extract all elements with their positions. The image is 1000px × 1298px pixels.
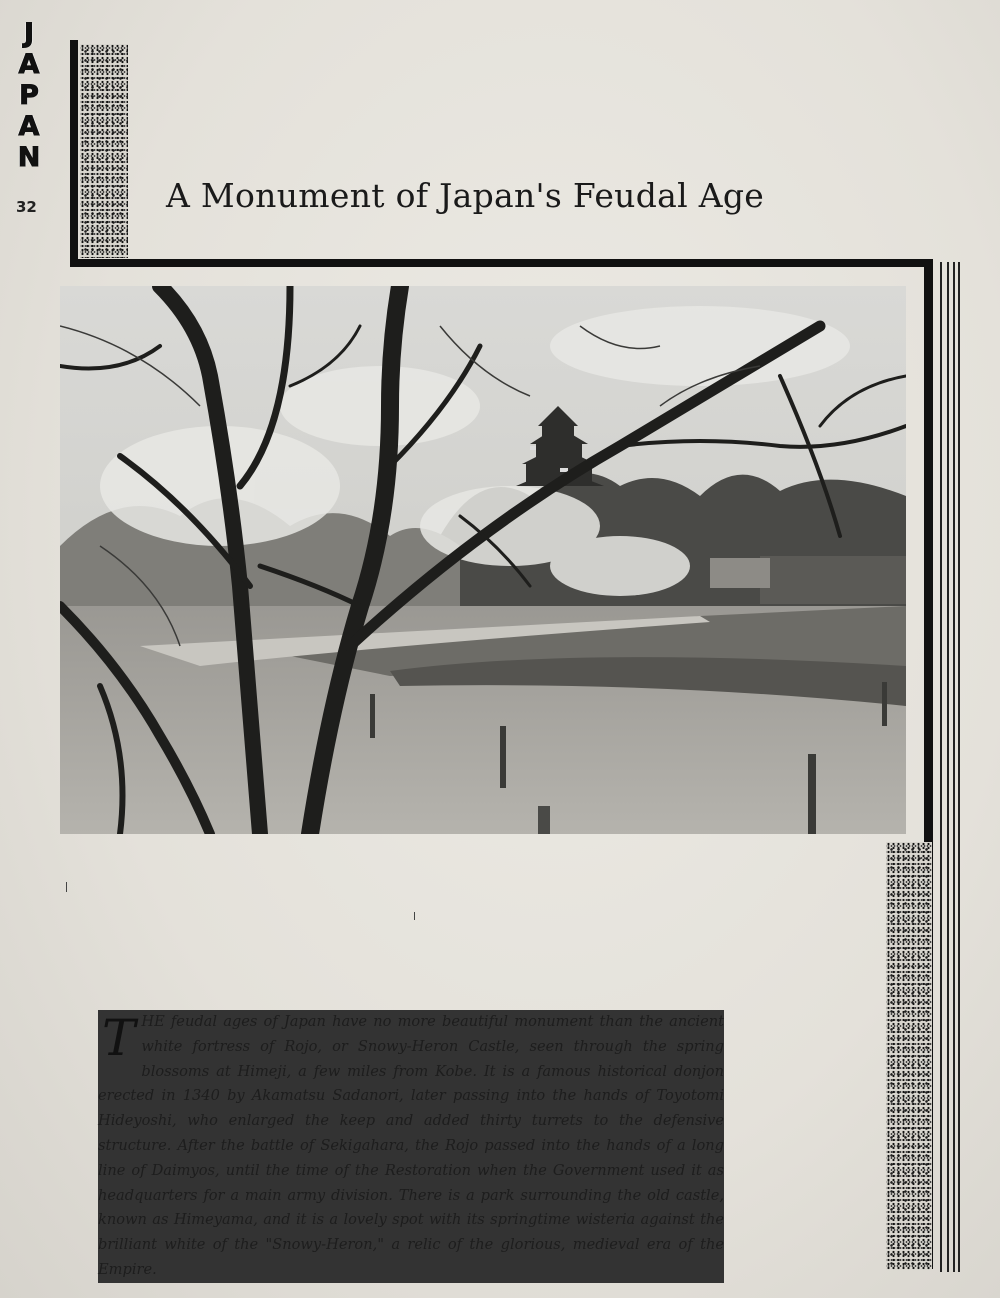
speckle-block-top [80,44,128,258]
drop-cap: T [102,1009,136,1067]
magazine-letter: J [23,18,35,49]
frame-line-left [70,40,78,266]
page-number: 32 [16,198,37,216]
castle-photo [60,286,906,834]
thin-rule [940,262,942,1272]
print-mark [66,882,67,892]
article-body [98,1010,724,1283]
magazine-name-vertical [14,18,44,173]
article-body-text: HE feudal ages of Japan have no more beautiful monument than the ancient white fortress of Rojo, or Snowy-Heron Castle, seen through the spring blossoms at Himeji, a few miles from Kobe. It is a famous historical donjon erected in 1340 by Akamatsu Sadanori, later passing into the hands of Toyotomi Hideyoshi, who enlarged the keep and added thirty turrets to the defensive structure. After the battle of Sekigahara, the Rojo passed into the hands of a long line of Daimyos, until the time of the Restoration when the Government used it as headquarters for a main army division. There is a park surrounding the old castle, known as Himeyama, and it is a lovely spot with its springtime wisteria against the brilliant white of the "Snowy-Heron," a relic of the glorious, medieval era of the Empire. [98,1013,724,1278]
magazine-letter: A [18,49,40,80]
speckle-block-right [886,842,932,1270]
thin-rule [958,262,960,1272]
magazine-letter: N [17,142,41,173]
magazine-letter: A [18,111,40,142]
thin-rule [947,262,949,1272]
thin-rule [953,262,955,1272]
article-title: A Monument of Japan's Feudal Age [166,176,765,215]
print-mark [414,912,415,920]
magazine-letter: P [19,80,39,111]
castle-photo-illustration [60,286,906,834]
article-body-ruled [98,1010,724,1283]
frame-line-top [70,259,930,267]
